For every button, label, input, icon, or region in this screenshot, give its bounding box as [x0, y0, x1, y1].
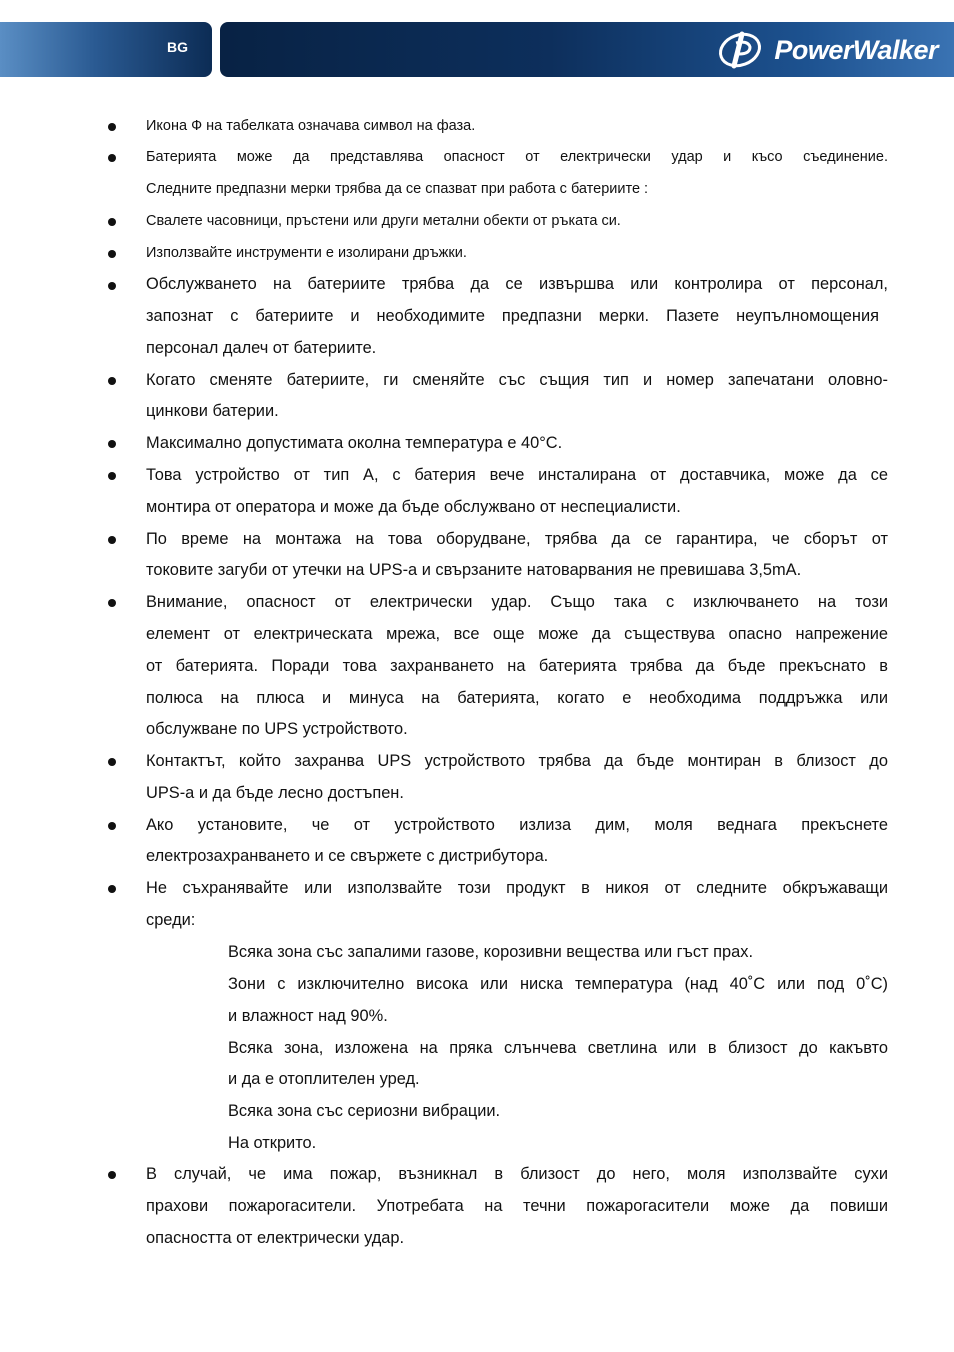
text-line: Всяка зона със запалими газове, корозивни вещества или гъст прах.	[228, 943, 753, 961]
text-line: Зони с изключително висока или ниска температура (над 40˚C или под 0˚C)	[228, 975, 888, 993]
text-line: Максимално допустимата околна температура е 40°C.	[146, 434, 563, 452]
text-line: Контактът, който захранва UPS устройството трябва да бъде монтиран в близост до	[146, 752, 888, 770]
text-line: Всяка зона, изложена на пряка слънчева светлина или в близост до какъвто	[228, 1039, 888, 1057]
text-line: В случай, че има пожар, възникнал в близост до него, моля използвайте сухи	[146, 1165, 888, 1183]
text-line: и да е отоплителен уред.	[228, 1070, 420, 1088]
bullet-11	[108, 758, 116, 766]
text-line: Свалете часовници, пръстени или други метални обекти от ръката си.	[146, 213, 621, 229]
text-line: среди:	[146, 911, 196, 929]
text-line: елемент от електрическата мрежа, все още може да съществува опасно напрежение	[146, 625, 888, 643]
text-line: На открито.	[228, 1134, 317, 1152]
text-line: от батерията. Поради това захранването на батерията трябва да бъде прекъснато в	[146, 657, 888, 675]
bullet-2	[108, 154, 116, 162]
bullet-9	[108, 536, 116, 544]
text-line: обслужване по UPS устройството.	[146, 720, 408, 738]
bullet-4	[108, 250, 116, 258]
text-line: Батерията може да представлява опасност от електрически удар и късо съединение.	[146, 149, 888, 165]
bullet-6	[108, 377, 116, 385]
bullet-5	[108, 282, 116, 290]
text-line: полюса на плюса и минуса на батерията, когато е необходима поддръжка или	[146, 689, 888, 707]
bullet-8	[108, 472, 116, 480]
bullet-3	[108, 218, 116, 226]
text-line: персонал далеч от батериите.	[146, 339, 377, 357]
text-line: Всяка зона със сериозни вибрации.	[228, 1102, 501, 1120]
language-label: BG	[167, 39, 188, 55]
text-line: прахови пожарогасители. Употребата на течни пожарогасители може да повиши	[146, 1197, 888, 1215]
text-line: и влажност над 90%.	[228, 1007, 388, 1025]
logo-wordmark: PowerWalker	[774, 34, 938, 65]
text-line: Не съхранявайте или използвайте този продукт в никоя от следните обкръжаващи	[146, 879, 888, 897]
text-line: запознат с батериите и необходимите предпазни мерки. Пазете неупълномощения	[146, 307, 879, 325]
text-line: опасността от електрически удар.	[146, 1229, 405, 1247]
text-line: Ако установите, че от устройството излиза дим, моля веднага прекъснете	[146, 816, 888, 834]
text-line: Използвайте инструменти е изолирани дръжки.	[146, 245, 467, 261]
bullet-14	[108, 1171, 116, 1179]
text-line: По време на монтажа на това оборудване, трябва да се гарантира, че сборът от	[146, 530, 888, 548]
bullet-12	[108, 822, 116, 830]
text-line: Следните предпазни мерки трябва да се спазват при работа с батериите :	[146, 181, 649, 197]
text-line: Икона Ф на табелката означава символ на фаза.	[146, 118, 476, 134]
bullet-7	[108, 440, 116, 448]
bullet-1	[108, 123, 116, 131]
text-line: Това устройство от тип A, с батерия вече инсталирана от доставчика, може да се	[146, 466, 888, 484]
text-line: електрозахранването и се свържете с дистрибутора.	[146, 847, 549, 865]
text-line: Когато сменяте батериите, ги сменяйте със същия тип и номер запечатани оловно-	[146, 371, 888, 389]
bullet-10	[108, 599, 116, 607]
text-line: монтира от оператора и може да бъде обслужвано от неспециалисти.	[146, 498, 681, 516]
text-line: UPS-а и да бъде лесно достъпен.	[146, 784, 404, 802]
text-line: цинкови батерии.	[146, 402, 279, 420]
text-line: Обслужването на батериите трябва да се извършва или контролира от персонал,	[146, 275, 888, 293]
text-line: Внимание, опасност от електрически удар. Също така с изключването на този	[146, 593, 888, 611]
bullet-13	[108, 885, 116, 893]
text-line: токовите загуби от утечки на UPS-а и свързаните натоварвания не превишава 3,5mA.	[146, 561, 802, 579]
